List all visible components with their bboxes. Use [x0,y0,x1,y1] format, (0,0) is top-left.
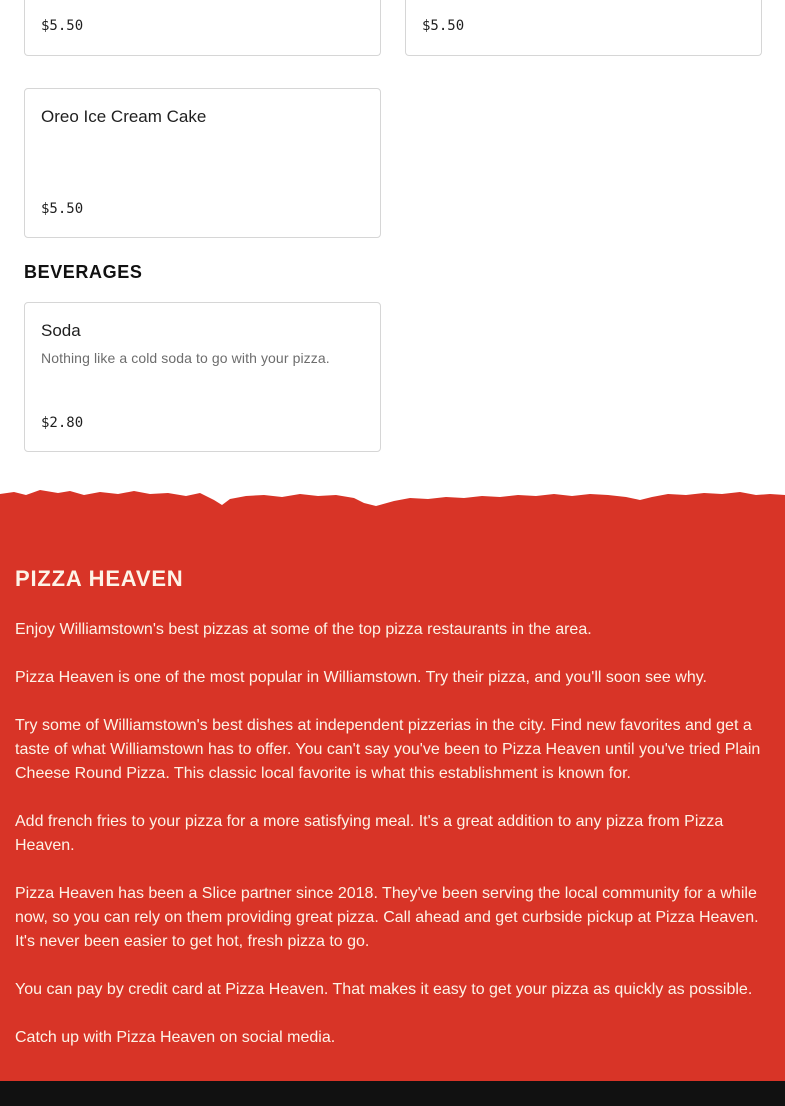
restaurant-info-footer [0,520,785,1081]
menu-item-card[interactable] [24,0,381,56]
description-paragraph: You can pay by credit card at Pizza Heaven. That makes it easy to get your pizza as quickly as possible. [15,981,753,998]
menu-item-card-soda[interactable] [24,302,381,452]
description-paragraph: Catch up with Pizza Heaven on social media. [15,1029,336,1046]
menu-item-price: $2.80 [41,415,84,431]
menu-item-price: $5.50 [422,18,465,34]
menu-section [0,0,785,500]
description-paragraph: Pizza Heaven is one of the most popular in Williamstown. Try their pizza, and you'll soon see why. [15,669,707,686]
restaurant-name-heading: PIZZA HEAVEN [15,566,184,591]
menu-item-description: Nothing like a cold soda to go with your pizza. [41,350,330,366]
description-paragraph: Enjoy Williamstown's best pizzas at some of the top pizza restaurants in the area. [15,621,592,638]
menu-item-card-oreo-ice-cream-cake[interactable] [24,88,381,238]
bottom-bar [0,1081,785,1106]
menu-item-price: $5.50 [41,201,84,217]
description-paragraph: Pizza Heaven has been a Slice partner since 2018. They've been serving the local community for a while now, so you can rely on them providing great pizza. Call ahead and get curbside pickup at Pizza Heaven. It's never been easier to get hot, fresh pizza to go. [15,885,759,950]
menu-item-price: $5.50 [41,18,84,34]
menu-item-name: Soda [41,321,81,340]
menu-item-card[interactable] [405,0,762,56]
menu-item-name: Oreo Ice Cream Cake [41,107,207,126]
description-paragraph: Try some of Williamstown's best dishes at independent pizzerias in the city. Find new favorites and get a taste of what Williamstown has to offer. You can't say you've been to Pizza Heaven until you've tried Plain Cheese Round Pizza. This classic local favorite is what this establishment is known for. [15,717,761,782]
section-title-beverages: BEVERAGES [24,262,143,282]
restaurant-description [15,618,775,1074]
description-paragraph: Add french fries to your pizza for a more satisfying meal. It's a great addition to any pizza from Pizza Heaven. [15,813,724,854]
